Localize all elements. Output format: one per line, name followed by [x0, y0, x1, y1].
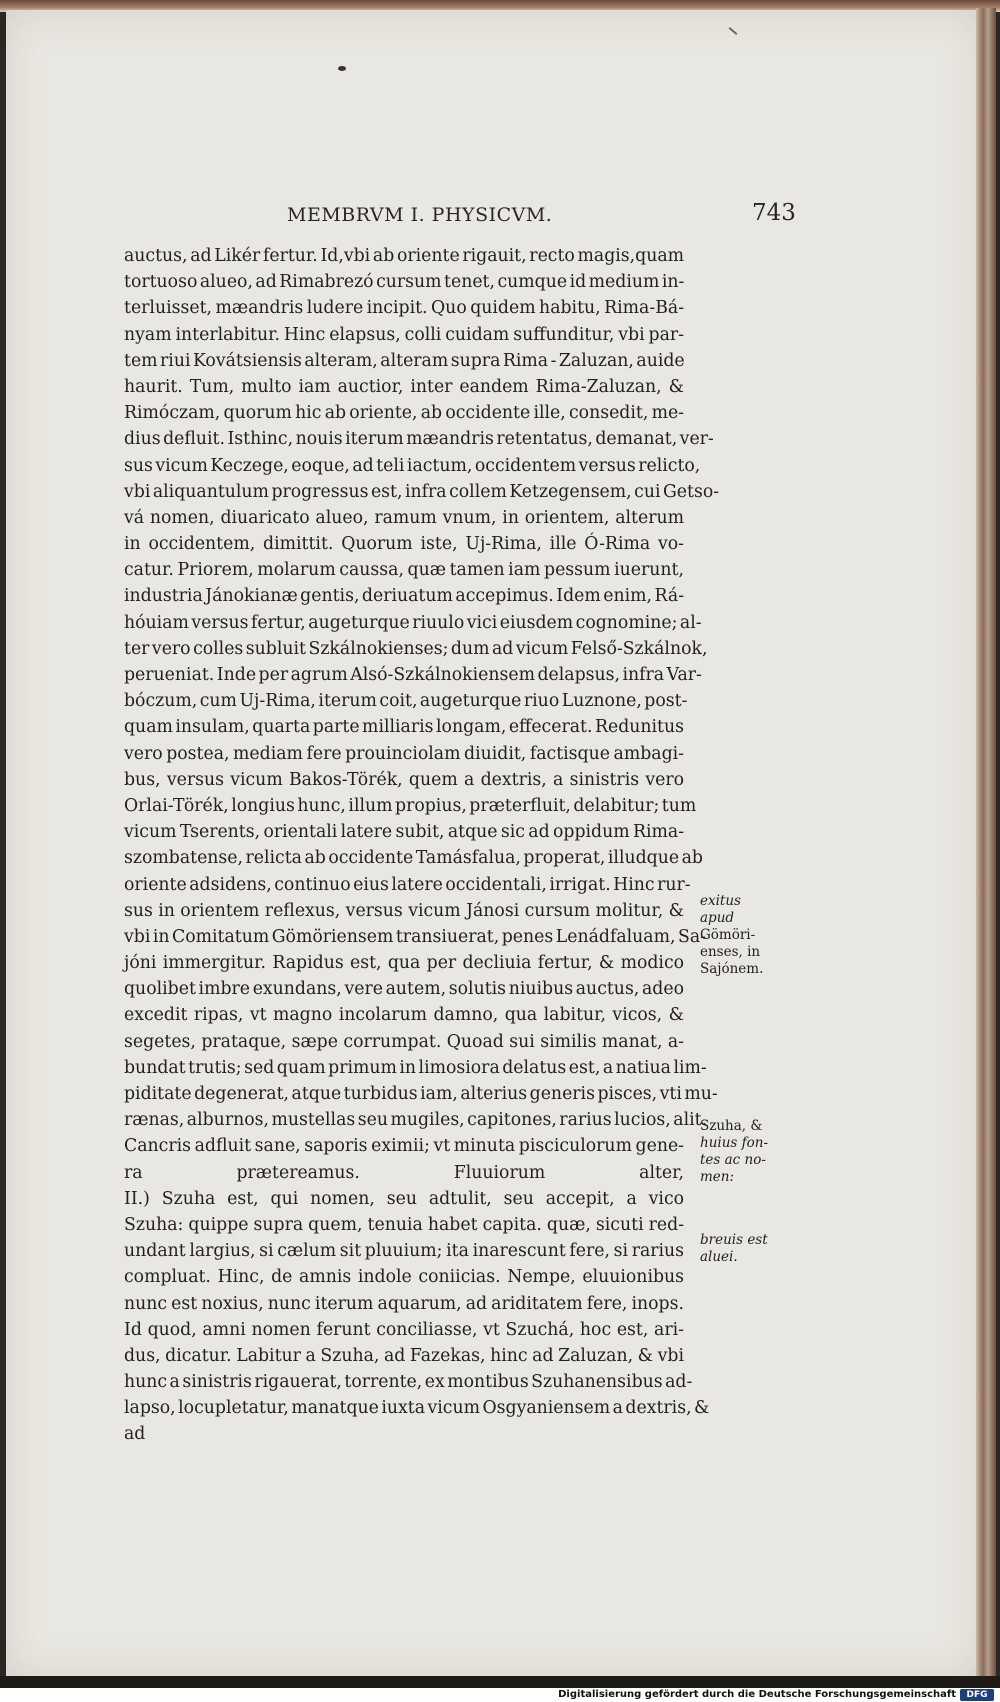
text-line: vicum Tserents, orientali latere subit, atque sic ad oppidum Rima- [124, 822, 685, 843]
text-line: nunc est noxius, nunc iterum aquarum, ad ariditatem fere, inops. [124, 1293, 684, 1314]
margin-note-line: Gömöri- [700, 927, 756, 943]
text-line: vá nomen, diuaricato alueo, ramum vnum, in orientem, alterum [124, 507, 684, 528]
text-line: sus vicum Keczege, eoque, ad teli iactum, occidentem versus relicto, [124, 455, 701, 476]
text-line: Rimóczam, quorum hic ab oriente, ab occidente ille, consedit, me- [124, 403, 685, 424]
text-line: haurit. Tum, multo iam auctior, inter eandem Rima-Zaluzan, & [124, 376, 684, 397]
page-edge-right [976, 8, 996, 1676]
text-line: jóni immergitur. Rapidus est, qua per decliuia fertur, & modico [124, 953, 685, 974]
margin-note-line: men: [700, 1169, 735, 1185]
page-number: 743 [752, 200, 796, 226]
margin-note-line: exitus apud [700, 893, 741, 926]
text-line: ter vero colles subluit Szkálnokienses; dum ad vicum Felső-Szkálnok, [124, 638, 708, 659]
text-line: Orlai-Törék, longius hunc, illum propius, præterfluit, delabitur; tum [124, 795, 697, 816]
text-line: ra prætereamus. Fluuiorum alter, [124, 1162, 684, 1183]
text-line: hunc a sinistris rigauerat, torrente, ex montibus Szuhanensibus ad- [124, 1372, 693, 1393]
text-line: sus in orientem reflexus, versus vicum Jánosi cursum molitur, & [124, 900, 685, 921]
text-line: Cancris adfluit sane, saporis eximii; vt minuta pisciculorum gene- [124, 1136, 685, 1157]
margin-note-line: Szuha, & [700, 1118, 763, 1134]
page-bottom-shadow [0, 1676, 1000, 1688]
text-line: vero postea, mediam fere prouinciolam diuidit, factisque ambagi- [124, 743, 684, 764]
text-line: vbi in Comitatum Gömöriensem transiuerat, penes Lenádfaluam, Sa- [124, 926, 706, 947]
text-line: segetes, prataque, sæpe corrumpat. Quoad sui similis manat, a- [124, 1031, 685, 1052]
text-line: tortuoso alueo, ad Rimabrezó cursum tenet, cumque id medium in- [124, 272, 685, 293]
running-title: MEMBRVM I. PHYSICVM. [287, 204, 553, 226]
text-line: catur. Priorem, molarum caussa, quæ tamen iam pessum iuerunt, [124, 560, 684, 581]
text-line: dius defluit. Isthinc, nouis iterum mæandris retentatus, demanat, ver- [124, 429, 714, 450]
text-line: lapso, locupletatur, manatque iuxta vicum Osgyaniensem a dextris, & [124, 1398, 710, 1419]
margin-note-exitus [700, 893, 778, 978]
text-line: hóuiam versus fertur, augeturque riuulo vici eiusdem cognomine; al- [124, 612, 702, 633]
margin-note-szuha [700, 1118, 778, 1186]
text-line: dus, dicatur. Labitur a Szuha, ad Fazekas, hinc ad Zaluzan, & vbi [124, 1345, 684, 1366]
running-head [132, 200, 796, 234]
ink-speck [338, 66, 346, 71]
text-line: bóczum, cum Uj-Rima, iterum coit, augeturque riuo Luznone, post- [124, 691, 688, 712]
text-line: oriente adsidens, continuo eius latere occidentali, irrigat. Hinc rur- [124, 874, 691, 895]
text-line: piditate degenerat, atque turbidus iam, alterius generis pisces, vti mu- [124, 1084, 718, 1104]
text-line: quam insulam, quarta parte milliaris longam, effecerat. Redunitus [124, 717, 685, 738]
text-line: quolibet imbre exundans, vere autem, solutis niuibus auctus, adeo [124, 979, 684, 1000]
text-line: terluisset, mæandris ludere incipit. Quo quidem habitu, Rima-Bá- [124, 298, 685, 319]
text-line: bundat trutis; sed quam primum in limosiora delatus est, a natiua lim- [124, 1057, 707, 1078]
text-line: ad [124, 1424, 146, 1445]
text-line: Id quod, amni nomen ferunt conciliasse, vt Szuchá, hoc est, ari- [124, 1319, 684, 1340]
text-line: Szuha: quippe supra quem, tenuia habet capita. quæ, sicuti red- [124, 1214, 685, 1235]
margin-note-breuis [700, 1232, 778, 1266]
text-line: vbi aliquantulum progressus est, infra collem Ketzegensem, cui Getso- [124, 481, 720, 502]
text-line: compluat. Hinc, de amnis indole coniicias. Nempe, eluuionibus [124, 1267, 685, 1288]
dfg-logo: DFG [960, 1689, 994, 1701]
margin-note-line: tes ac no- [700, 1152, 766, 1168]
text-line: rænas, alburnos, mustellas seu mugiles, capitones, rarius lucios, alit. [124, 1110, 708, 1131]
text-line: szombatense, relicta ab occidente Tamásfalua, properat, illudque ab [124, 848, 703, 869]
margin-note-line: Sajónem. [700, 961, 764, 977]
text-line: perueniat. Inde per agrum Alsó-Szkálnokiensem delapsus, infra Var- [124, 665, 702, 685]
text-line: nyam interlabitur. Hinc elapsus, colli cuidam suffunditur, vbi par- [124, 324, 684, 345]
margin-note-line: enses, in [700, 944, 761, 960]
text-line: undant largius, si cælum sit pluuium; ita inarescunt fere, si rarius [124, 1241, 685, 1262]
margin-note-line: huius fon- [700, 1135, 769, 1151]
text-line: bus, versus vicum Bakos-Törék, quem a dextris, a sinistris vero [124, 769, 685, 790]
text-line: excedit ripas, vt magno incolarum damno, qua labitur, vicos, & [124, 1005, 684, 1026]
margin-note-line: breuis est [700, 1232, 768, 1248]
text-line: II.) Szuha est, qui nomen, seu adtulit, seu accepit, a vico [124, 1188, 685, 1209]
text-line: auctus, ad Likér fertur. Id,vbi ab oriente rigauit, recto magis,quam [124, 246, 685, 266]
margin-note-line: aluei. [700, 1249, 738, 1265]
text-line: industria Jánokianæ gentis, deriuatum accepimus. Idem enim, Rá- [124, 586, 685, 607]
footer-credit: Digitalisierung gefördert durch die Deutsche Forschungsgemeinschaft [558, 1689, 956, 1700]
text-line: in occidentem, dimittit. Quorum iste, Uj-Rima, ille Ó-Rima vo- [124, 534, 684, 555]
footer-bar [0, 1688, 1000, 1702]
text-line: tem riui Kovátsiensis alteram, alteram supra Rima - Zaluzan, auide [124, 350, 685, 371]
